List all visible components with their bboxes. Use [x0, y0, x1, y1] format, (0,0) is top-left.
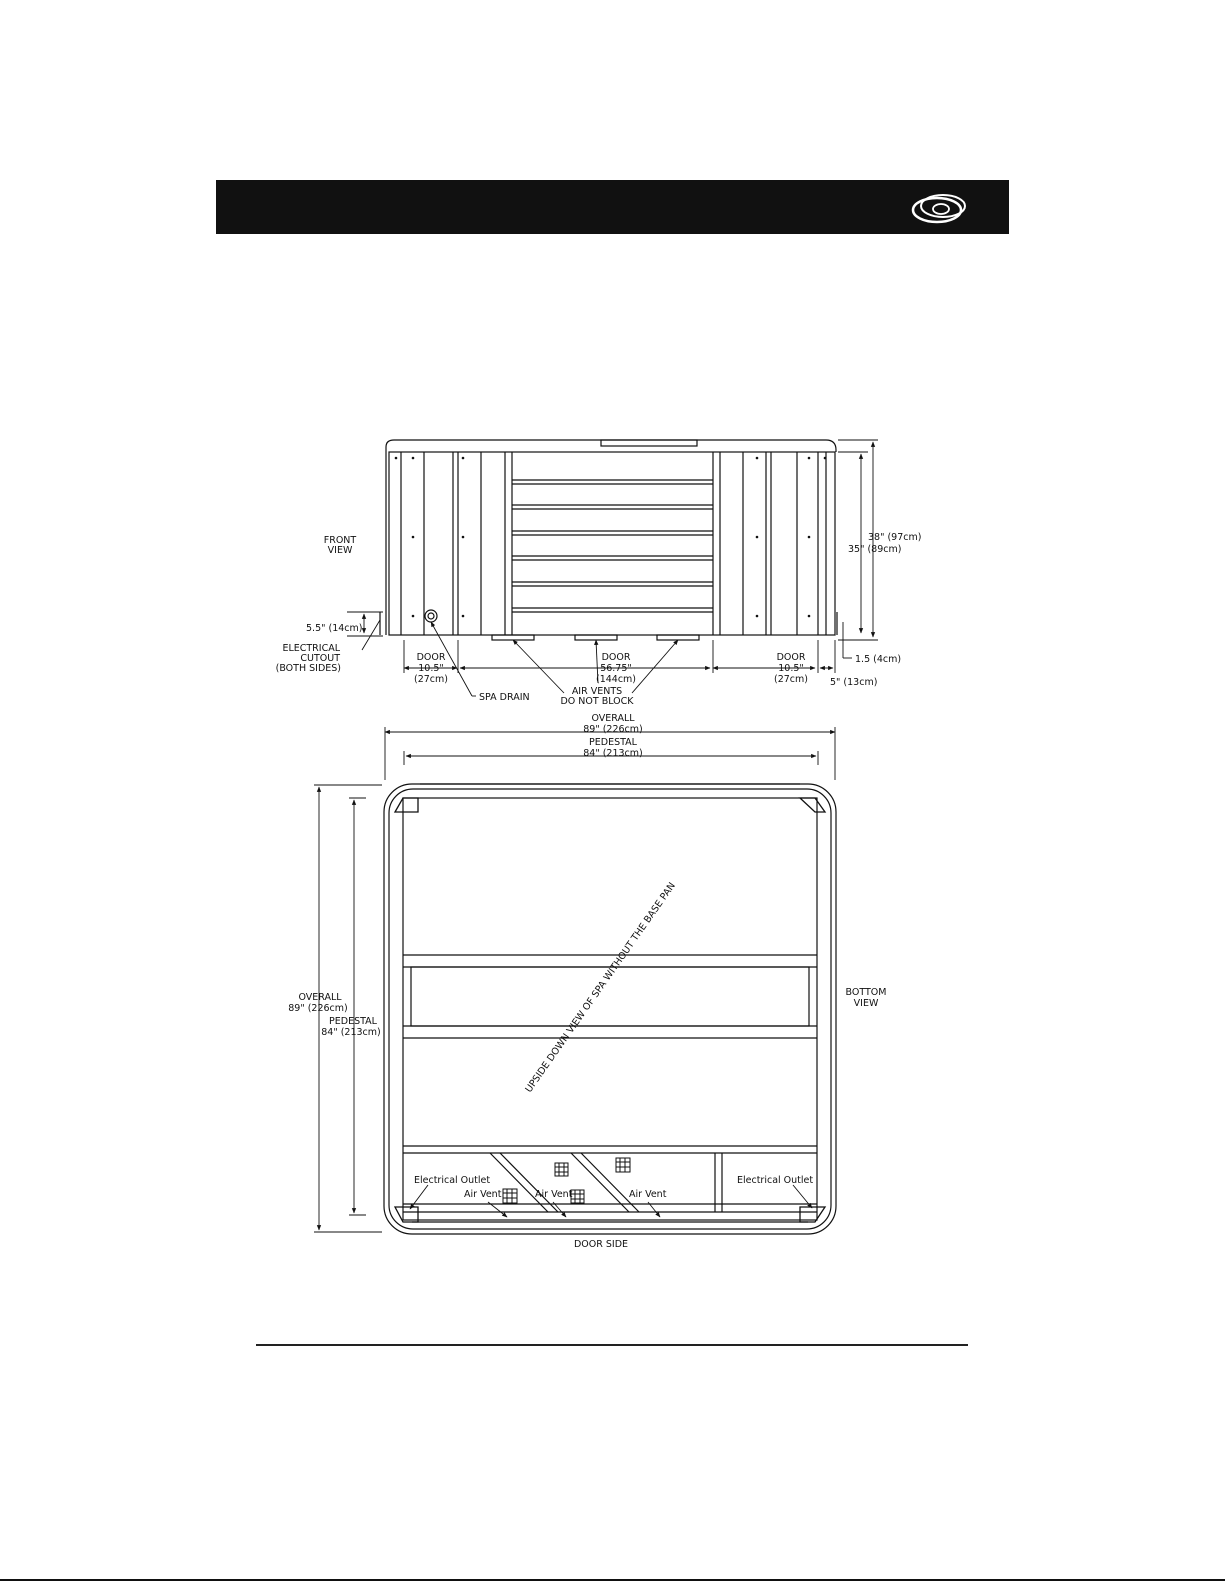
vent-grille-icon — [571, 1190, 584, 1203]
cutout-height: 5.5" (14cm) — [306, 623, 363, 634]
air-vents-label-1: AIR VENTS — [571, 686, 623, 697]
height-overall: 38" (97cm) — [868, 532, 922, 543]
door-right-label: DOOR — [776, 652, 806, 663]
overall-value: 89" (226cm) — [583, 724, 643, 735]
door-right-in: 10.5" — [778, 663, 804, 674]
overall-label: OVERALL — [591, 713, 635, 724]
front-view — [380, 440, 837, 640]
vent-grille-icon — [616, 1158, 630, 1172]
side-overall-label: OVERALL — [298, 992, 342, 1003]
diagonal-note: UPSIDE DOWN VIEW OF SPA WITHOUT THE BASE PAN — [523, 880, 678, 1095]
door-center-label: DOOR — [601, 652, 631, 663]
electrical-outlet-left: Electrical Outlet — [414, 1175, 491, 1186]
front-view-label-2: VIEW — [327, 545, 353, 556]
door-center-in: 56.75" — [600, 663, 632, 674]
side-pedestal-value: 84" (213cm) — [321, 1027, 381, 1038]
spa-drain-label: SPA DRAIN — [479, 692, 530, 703]
bottom-view-label-2: VIEW — [853, 998, 879, 1009]
front-view-screws — [395, 457, 827, 618]
side-overall-value: 89" (226cm) — [288, 1003, 348, 1014]
door-left-label: DOOR — [416, 652, 446, 663]
door-side-label: DOOR SIDE — [573, 1239, 629, 1250]
front-view-label: FRONT — [323, 535, 357, 546]
door-center-cm: (144cm) — [595, 674, 637, 685]
base-offset: 1.5 (4cm) — [855, 654, 902, 665]
vent-grille-icon — [555, 1163, 568, 1176]
bottom-view — [384, 784, 836, 1234]
pedestal-label: PEDESTAL — [589, 737, 637, 748]
page-bottom-rule — [0, 1579, 1225, 1581]
bottom-view-label: BOTTOM — [845, 987, 887, 998]
front-view-labels — [276, 532, 922, 707]
cutout-label-1: ELECTRICAL — [282, 643, 340, 654]
electrical-outlet-right: Electrical Outlet — [737, 1175, 814, 1186]
footer-rule — [256, 1344, 968, 1346]
height-cabinet: 35" (89cm) — [848, 544, 902, 555]
cutout-label-2: CUTOUT — [300, 653, 340, 664]
door-right-cm: (27cm) — [774, 674, 808, 685]
vent-grille-icon — [503, 1189, 517, 1203]
cutout-label-3: (BOTH SIDES) — [275, 663, 341, 674]
side-offset: 5" (13cm) — [830, 677, 878, 688]
door-left-cm: (27cm) — [414, 674, 448, 685]
air-vent-label-1: Air Vent — [464, 1189, 502, 1200]
air-vent-label-3: Air Vent — [629, 1189, 667, 1200]
side-pedestal-label: PEDESTAL — [329, 1016, 377, 1027]
pedestal-value: 84" (213cm) — [583, 748, 643, 759]
air-vents-label-2: DO NOT BLOCK — [560, 696, 634, 707]
door-left-in: 10.5" — [418, 663, 444, 674]
air-vent-label-2: Air Vent — [535, 1189, 573, 1200]
